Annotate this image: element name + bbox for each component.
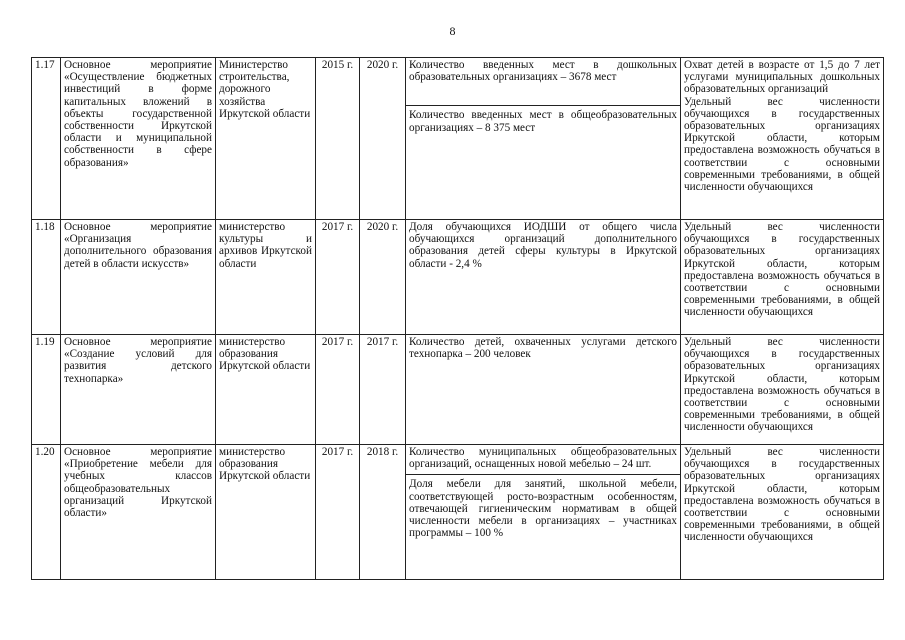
indicator: Количество муниципальных общеобразовательных организаций, оснащенных новой мебелью – 24 шт.	[409, 446, 677, 471]
goals-cell	[681, 58, 884, 220]
indicators-cell	[406, 335, 681, 445]
end-year: 2017 г.	[360, 335, 406, 445]
end-year: 2020 г.	[360, 220, 406, 335]
goal: Удельный вес численности обучающихся в государственных образовательных организациях Иркутской области, которым предоставлена возможность обучаться в соответствии с основными современными требованиями, в общей численности обучающихся	[684, 446, 880, 544]
start-year: 2015 г.	[316, 58, 360, 220]
row-number: 1.17	[32, 58, 61, 220]
event-name: Основное мероприятие «Осуществление бюджетных инвестиций в форме капитальных вложений в объекты государственной собственности Иркутской области и муниципальной собственности в сфере образования»	[61, 58, 216, 220]
indicator: Доля мебели для занятий, школьной мебели, соответствующей росто-возрастным особенностям, отвечающей гигиеническим нормативам в общей численности мебели в организациях – участниках программы – 100 %	[406, 474, 680, 539]
goal: Охват детей в возрасте от 1,5 до 7 лет услугами муниципальных дошкольных образовательных организаций	[684, 59, 880, 96]
table-row	[32, 445, 884, 580]
indicator: Количество введенных мест в общеобразовательных организациях – 8 375 мест	[406, 105, 680, 133]
executor: министерство образования Иркутской области	[216, 335, 316, 445]
executor: министерство культуры и архивов Иркутской области	[216, 220, 316, 335]
row-number: 1.18	[32, 220, 61, 335]
table-row	[32, 220, 884, 335]
table-row	[32, 58, 884, 220]
start-year: 2017 г.	[316, 220, 360, 335]
event-name: Основное мероприятие «Создание условий для развития детского технопарка»	[61, 335, 216, 445]
goals-cell	[681, 445, 884, 580]
goals-cell	[681, 220, 884, 335]
executor: Министерство строительства, дорожного хозяйства Иркутской области	[216, 58, 316, 220]
end-year: 2020 г.	[360, 58, 406, 220]
row-number: 1.20	[32, 445, 61, 580]
program-events-table	[31, 57, 884, 580]
indicators-cell	[406, 445, 681, 580]
row-number: 1.19	[32, 335, 61, 445]
start-year: 2017 г.	[316, 335, 360, 445]
indicators-cell	[406, 58, 681, 220]
indicators-cell	[406, 220, 681, 335]
goal: Удельный вес численности обучающихся в государственных образовательных организациях Иркутской области, которым предоставлена возможность обучаться в соответствии с основными современными требованиями, в общей численности обучающихся	[684, 95, 880, 194]
executor: министерство образования Иркутской области	[216, 445, 316, 580]
indicator: Доля обучающихся ИОДШИ от общего числа обучающихся организаций дополнительного образования детей сферы культуры в Иркутской области - 2,4 %	[409, 221, 677, 270]
goals-cell	[681, 335, 884, 445]
event-name: Основное мероприятие «Организация дополнительного образования детей в области искусств»	[61, 220, 216, 335]
indicator: Количество детей, охваченных услугами детского технопарка – 200 человек	[409, 336, 677, 361]
event-name: Основное мероприятие «Приобретение мебели для учебных классов общеобразовательных организаций Иркутской области»	[61, 445, 216, 580]
end-year: 2018 г.	[360, 445, 406, 580]
start-year: 2017 г.	[316, 445, 360, 580]
goal: Удельный вес численности обучающихся в государственных образовательных организациях Иркутской области, которым предоставлена возможность обучаться в соответствии с основными современными требованиями, в общей численности обучающихся	[684, 221, 880, 319]
goal: Удельный вес численности обучающихся в государственных образовательных организациях Иркутской области, которым предоставлена возможность обучаться в соответствии с основными современными требованиями, в общей численности обучающихся	[684, 336, 880, 434]
table-row	[32, 335, 884, 445]
indicator: Количество введенных мест в дошкольных образовательных организациях – 3678 мест	[409, 59, 677, 84]
page-number: 8	[449, 24, 456, 38]
